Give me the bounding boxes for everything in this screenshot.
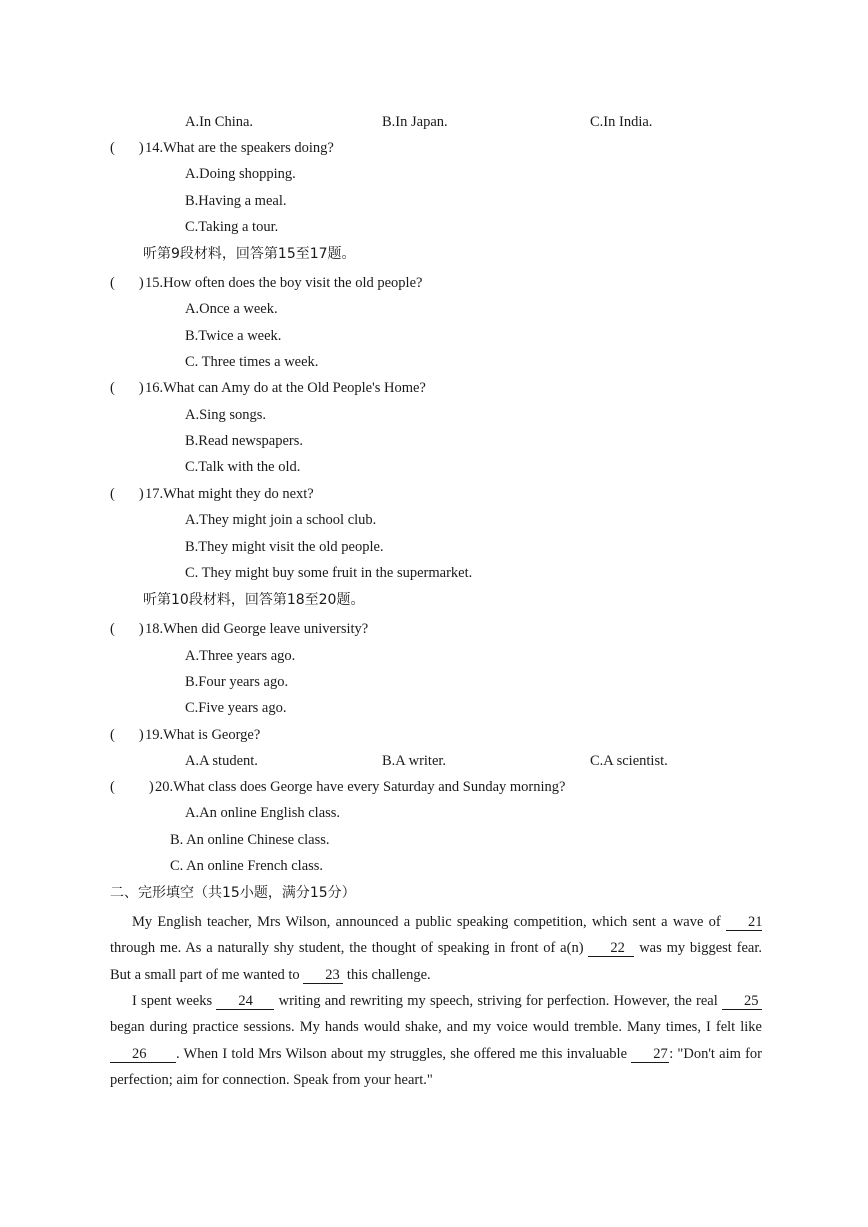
q19-option-c: C.A scientist. (590, 753, 668, 769)
cloze-paragraph-2: I spent weeks 24 writing and rewriting my speech, striving for perfection. However, the real 25 began during practice sessions. My hands would shake, and my voice would tremble. Many times, I felt like 26 . When I told Mrs Wilson about my struggles, she offered me this invaluable 27 : "Don't aim for perfection; aim for connection. Speak from your heart." (110, 993, 762, 1088)
blank-25[interactable]: 25 (722, 994, 762, 1010)
cloze-paragraph-1: My English teacher, Mrs Wilson, announced a public speaking competition, which sent a wave of 21 through me. As a naturally shy student, the thought of speaking in front of a(n) 22 was my biggest fear. But a small part of me wanted to 23 this challenge. (110, 914, 763, 983)
blank-21[interactable]: 21 (726, 915, 762, 931)
q13-option-b: B.In Japan. (382, 114, 448, 130)
q14-option-c: C.Taking a tour. (185, 219, 279, 235)
q19-option-b: B.A writer. (382, 753, 447, 769)
q15-answer-paren[interactable]: ( ) (110, 275, 144, 291)
q14-option-a: A.Doing shopping. (185, 166, 296, 182)
part-2-heading: 二、完形填空（共15小题，满分15分） (110, 885, 356, 901)
q16-answer-paren[interactable]: ( ) (110, 380, 144, 396)
q20-option-b: B. An online Chinese class. (170, 832, 330, 848)
q16-option-b: B.Read newspapers. (185, 433, 303, 449)
q20-question: 20.What class does George have every Saturday and Sunday morning? (155, 779, 566, 795)
blank-26[interactable]: 26 (110, 1047, 176, 1063)
q15-option-c: C. Three times a week. (185, 354, 319, 370)
blank-24[interactable]: 24 (216, 994, 274, 1010)
q18-answer-paren[interactable]: ( ) (110, 621, 144, 637)
q20-option-c: C. An online French class. (170, 858, 324, 874)
q13-option-c: C.In India. (590, 114, 653, 130)
q19-question: 19.What is George? (145, 727, 261, 743)
blank-23[interactable]: 23 (303, 968, 343, 984)
q17-option-b: B.They might visit the old people. (185, 539, 384, 555)
q17-option-a: A.They might join a school club. (185, 512, 377, 528)
blank-27[interactable]: 27 (631, 1047, 669, 1063)
q15-option-b: B.Twice a week. (185, 328, 282, 344)
q15-question: 15.How often does the boy visit the old people? (145, 275, 423, 291)
q18-question: 18.When did George leave university? (145, 621, 369, 637)
q15-option-a: A.Once a week. (185, 301, 278, 317)
q17-answer-paren[interactable]: ( ) (110, 486, 144, 502)
q16-question: 16.What can Amy do at the Old People's Home? (145, 380, 426, 396)
q16-option-a: A.Sing songs. (185, 407, 266, 423)
section-9-instruction: 听第9段材料，回答第15至17题。 (143, 246, 356, 262)
q19-option-a: A.A student. (185, 753, 258, 769)
q20-option-a: A.An online English class. (185, 805, 341, 821)
q20-answer-paren[interactable]: ( ) (110, 779, 154, 795)
q18-option-c: C.Five years ago. (185, 700, 287, 716)
q17-question: 17.What might they do next? (145, 486, 314, 502)
q14-question: 14.What are the speakers doing? (145, 140, 334, 156)
q18-option-b: B.Four years ago. (185, 674, 289, 690)
q18-option-a: A.Three years ago. (185, 648, 296, 664)
q17-option-c: C. They might buy some fruit in the supermarket. (185, 565, 473, 581)
q14-answer-paren[interactable]: ( ) (110, 140, 144, 156)
q14-option-b: B.Having a meal. (185, 193, 287, 209)
section-10-instruction: 听第10段材料，回答第18至20题。 (143, 592, 365, 608)
blank-22[interactable]: 22 (588, 941, 634, 957)
q16-option-c: C.Talk with the old. (185, 459, 301, 475)
q13-option-a: A.In China. (185, 114, 254, 130)
q19-answer-paren[interactable]: ( ) (110, 727, 144, 743)
